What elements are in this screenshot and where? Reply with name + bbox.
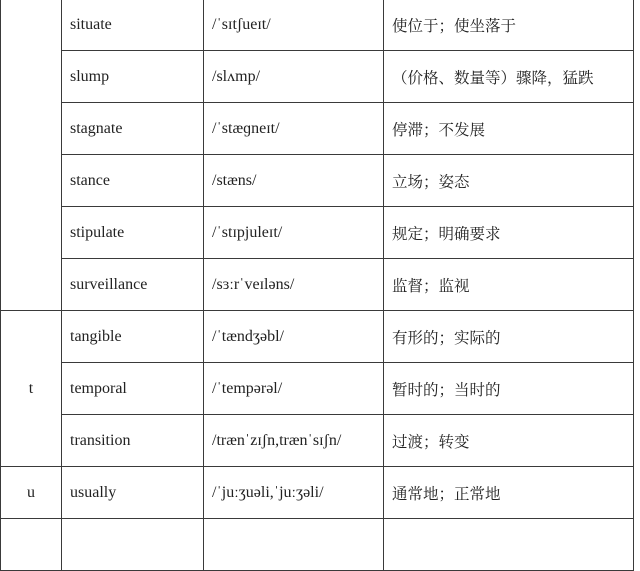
meaning-cell: 使位于；使坐落于 (384, 0, 634, 51)
table-row (1, 415, 634, 467)
phonetic-cell: /stæns/ (204, 155, 384, 207)
meaning-cell: 过渡；转变 (384, 415, 634, 467)
meaning-cell (384, 519, 634, 571)
meaning-cell: 立场；姿态 (384, 155, 634, 207)
word-cell: situate (62, 0, 204, 51)
table-row (1, 207, 634, 259)
phonetic-cell: /ˈtempərəl/ (204, 363, 384, 415)
meaning-cell: （价格、数量等）骤降，猛跌 (384, 51, 634, 103)
letter-cell: t (1, 311, 62, 467)
table-row (1, 467, 634, 519)
meaning-cell: 停滞；不发展 (384, 103, 634, 155)
table-row (1, 311, 634, 363)
table-row (1, 155, 634, 207)
letter-cell (1, 0, 62, 311)
word-cell: usually (62, 467, 204, 519)
meaning-cell: 规定；明确要求 (384, 207, 634, 259)
word-cell: transition (62, 415, 204, 467)
phonetic-cell: /sɜːrˈveɪləns/ (204, 259, 384, 311)
word-cell: slump (62, 51, 204, 103)
letter-cell: u (1, 467, 62, 519)
table-row (1, 0, 634, 51)
meaning-cell: 有形的；实际的 (384, 311, 634, 363)
table-row-partial (1, 519, 634, 571)
word-cell: stance (62, 155, 204, 207)
phonetic-cell: /trænˈzɪʃn,trænˈsɪʃn/ (204, 415, 384, 467)
meaning-cell: 通常地；正常地 (384, 467, 634, 519)
word-cell (62, 519, 204, 571)
word-cell: stipulate (62, 207, 204, 259)
meaning-cell: 监督；监视 (384, 259, 634, 311)
table-row (1, 363, 634, 415)
word-cell: temporal (62, 363, 204, 415)
table-row (1, 259, 634, 311)
phonetic-cell: /ˈstɪpjuleɪt/ (204, 207, 384, 259)
meaning-cell: 暂时的；当时的 (384, 363, 634, 415)
phonetic-cell: /slʌmp/ (204, 51, 384, 103)
phonetic-cell: /ˈtændʒəbl/ (204, 311, 384, 363)
word-cell: tangible (62, 311, 204, 363)
phonetic-cell: /ˈsɪtʃueɪt/ (204, 0, 384, 51)
letter-cell (1, 519, 62, 571)
table-row (1, 51, 634, 103)
phonetic-cell: /ˈstæɡneɪt/ (204, 103, 384, 155)
word-cell: surveillance (62, 259, 204, 311)
phonetic-cell (204, 519, 384, 571)
phonetic-cell: /ˈjuːʒuəli,ˈjuːʒəli/ (204, 467, 384, 519)
word-cell: stagnate (62, 103, 204, 155)
table-row (1, 103, 634, 155)
